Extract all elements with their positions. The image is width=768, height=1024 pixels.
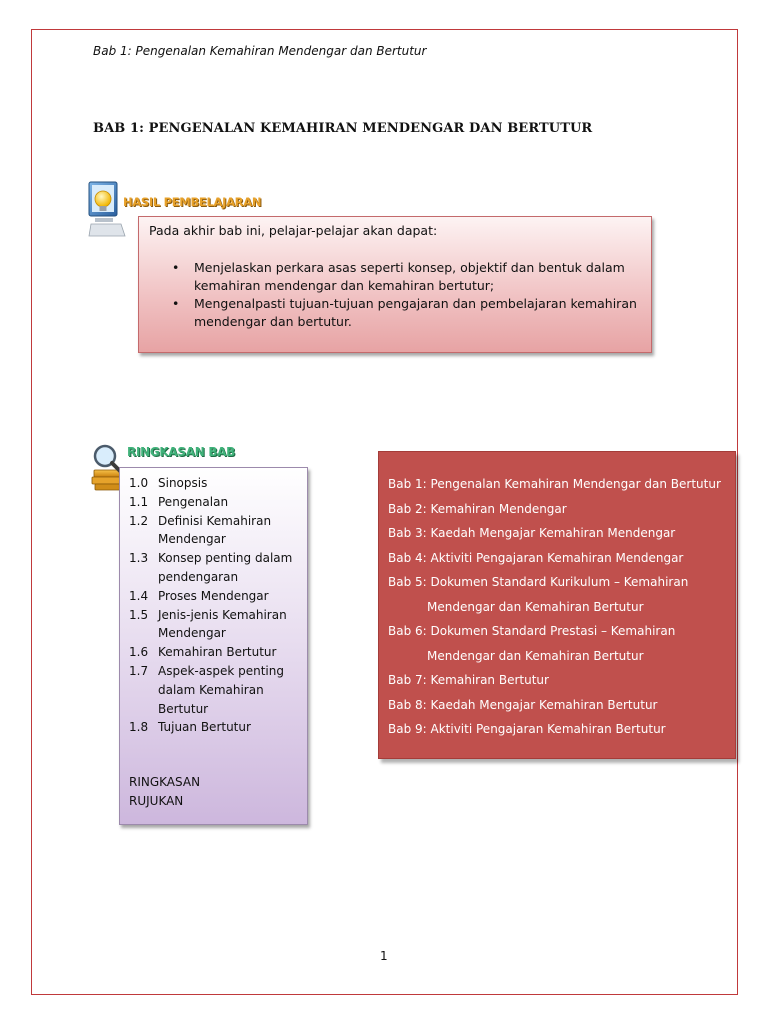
toc-number: 1.5 xyxy=(129,607,149,622)
chapter-line-continued: Mendengar dan Kemahiran Bertutur xyxy=(427,648,644,663)
chapter-line: Bab 7: Kemahiran Bertutur xyxy=(388,673,549,687)
summary-extra xyxy=(129,773,200,811)
toc-text: Definisi Kemahiran Mendengar xyxy=(158,513,272,547)
toc-number: 1.2 xyxy=(129,513,149,528)
chapter-line: Bab 9: Aktiviti Pengajaran Kemahiran Bertutur xyxy=(388,722,666,736)
toc-item xyxy=(129,587,307,606)
toc-number: 1.6 xyxy=(129,645,149,660)
toc-text: Proses Mendengar xyxy=(158,588,269,603)
toc-number: 1.4 xyxy=(129,588,149,603)
chapter-item xyxy=(388,717,728,742)
chapter-line: Bab 3: Kaedah Mengajar Kemahiran Mendengar xyxy=(388,526,676,540)
bullet-icon: • xyxy=(172,260,180,275)
toc-item xyxy=(129,662,307,718)
learning-outcomes-box xyxy=(138,216,652,353)
chapter-line-continued: Mendengar dan Kemahiran Bertutur xyxy=(427,599,644,614)
chapter-list-box xyxy=(378,451,736,759)
chapter-item xyxy=(388,619,728,668)
chapter-line: Bab 4: Aktiviti Pengajaran Kemahiran Mendengar xyxy=(388,550,684,565)
toc-number: 1.8 xyxy=(129,720,149,735)
chapter-line: Bab 8: Kaedah Mengajar Kemahiran Bertutur xyxy=(388,697,658,712)
summary-ringkasan: RINGKASAN xyxy=(129,775,201,789)
toc-item xyxy=(129,493,307,512)
chapter-line: Bab 2: Kemahiran Mendengar xyxy=(388,501,567,516)
learning-outcome-text: Menjelaskan perkara asas seperti konsep, objektif dan bentuk dalam kemahiran mendengar dan kemahiran bertutur; xyxy=(194,260,625,293)
toc-item xyxy=(129,512,307,550)
learning-outcome-text: Mengenalpasti tujuan-tujuan pengajaran dan pembelajaran kemahiran mendengar dan bertutur. xyxy=(194,296,637,329)
chapter-line: Bab 1: Pengenalan Kemahiran Mendengar dan Bertutur xyxy=(388,477,721,491)
running-header: Bab 1: Pengenalan Kemahiran Mendengar dan Bertutur xyxy=(93,44,427,58)
toc-text: Sinopsis xyxy=(158,476,208,490)
toc-number: 1.7 xyxy=(129,663,149,678)
summary-rujukan: RUJUKAN xyxy=(129,794,184,808)
toc-text: Konsep penting dalam pendengaran xyxy=(158,551,293,584)
chapter-item xyxy=(388,570,728,619)
chapter-item xyxy=(388,497,728,522)
summary-heading: RINGKASAN BAB xyxy=(127,445,236,459)
page-number: 1 xyxy=(380,949,388,963)
chapter-list xyxy=(388,472,728,742)
toc-item xyxy=(129,718,307,737)
toc-text: Jenis-jenis Kemahiran Mendengar xyxy=(158,607,287,641)
learning-outcomes-intro: Pada akhir bab ini, pelajar-pelajar akan dapat: xyxy=(149,223,438,238)
chapter-item xyxy=(388,472,728,497)
toc-text: Aspek-aspek penting dalam Kemahiran Bertutur xyxy=(158,663,284,716)
toc-number: 1.1 xyxy=(129,494,149,509)
chapter-line: Bab 5: Dokumen Standard Kurikulum – Kemahiran xyxy=(388,575,689,589)
learning-outcome-item xyxy=(172,295,642,331)
toc-item xyxy=(129,474,307,493)
summary-box xyxy=(119,467,308,825)
learning-outcome-item xyxy=(172,259,642,295)
toc-item xyxy=(129,643,307,662)
chapter-title: BAB 1: PENGENALAN KEMAHIRAN MENDENGAR DAN BERTUTUR xyxy=(93,121,593,136)
learning-outcomes-list xyxy=(172,259,642,331)
toc-text: Tujuan Bertutur xyxy=(158,720,251,735)
toc-item xyxy=(129,549,307,587)
chapter-item xyxy=(388,521,728,546)
chapter-item xyxy=(388,546,728,571)
chapter-item xyxy=(388,668,728,693)
chapter-item xyxy=(388,693,728,718)
summary-toc xyxy=(129,474,307,737)
bullet-icon: • xyxy=(172,296,180,311)
toc-text: Pengenalan xyxy=(158,494,229,509)
chapter-line: Bab 6: Dokumen Standard Prestasi – Kemahiran xyxy=(388,624,676,638)
toc-text: Kemahiran Bertutur xyxy=(158,645,277,660)
toc-number: 1.3 xyxy=(129,551,149,566)
learning-outcomes-heading: HASIL PEMBELAJARAN xyxy=(123,195,262,209)
toc-number: 1.0 xyxy=(129,476,149,490)
toc-item xyxy=(129,606,307,644)
lightbulb-monitor-icon xyxy=(87,180,127,240)
